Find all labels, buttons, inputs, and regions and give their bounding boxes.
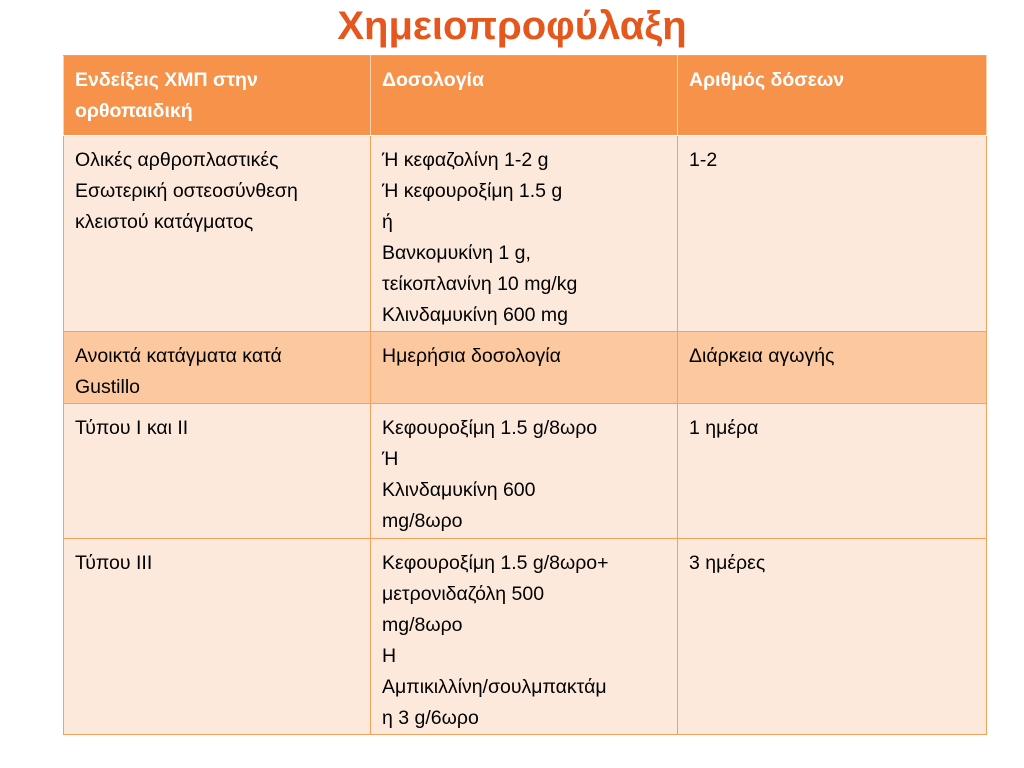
cell-line: Ή — [382, 448, 399, 470]
cell-line: Ενδείξεις ΧΜΠ στην — [75, 69, 258, 91]
cell-line: Τύπου Ι και ΙΙ — [75, 417, 189, 439]
header-indications — [64, 56, 371, 136]
cell-line: Κλινδαμυκίνη 600 mg — [382, 304, 569, 326]
cell-line: Ανοικτά κατάγματα κατά — [75, 345, 282, 367]
cell-indication — [64, 136, 371, 332]
cell-line: Ημερήσια δοσολογία — [382, 345, 561, 367]
cell-dose-count — [678, 404, 987, 539]
table-row — [64, 404, 987, 539]
cell-line: τείκοπλανίνη 10 mg/kg — [382, 273, 578, 295]
cell-dosage — [371, 332, 678, 404]
cell-line: ορθοπαιδική — [75, 100, 193, 122]
cell-line: Ολικές αρθροπλαστικές — [75, 149, 279, 171]
table-row — [64, 332, 987, 404]
cell-line: μετρονιδαζόλη 500 — [382, 583, 545, 605]
cell-line: Κλινδαμυκίνη 600 — [382, 479, 536, 501]
cell-line: 1 ημέρα — [689, 417, 759, 439]
header-dosage — [371, 56, 678, 136]
cell-line: Ή κεφαζολίνη 1-2 g — [382, 149, 549, 171]
cell-indication — [64, 539, 371, 735]
chemoprophylaxis-table — [63, 55, 987, 735]
cell-line: Αμπικιλλίνη/σουλμπακτάμ — [382, 676, 607, 698]
cell-line: Κεφουροξίμη 1.5 g/8ωρο+ — [382, 552, 609, 574]
cell-line: Gustillo — [75, 376, 141, 398]
cell-indication — [64, 404, 371, 539]
cell-dosage — [371, 404, 678, 539]
cell-line: ή — [382, 211, 393, 233]
header-dose-count — [678, 56, 987, 136]
cell-line: κλειστού κατάγματος — [75, 211, 254, 233]
cell-dosage — [371, 539, 678, 735]
cell-line: Δοσολογία — [382, 69, 484, 91]
cell-line: Τύπου ΙΙΙ — [75, 552, 153, 574]
cell-line: mg/8ωρο — [382, 510, 463, 532]
table-header-row — [64, 56, 987, 136]
table-row — [64, 539, 987, 735]
cell-line: mg/8ωρο — [382, 614, 463, 636]
cell-line: η 3 g/6ωρο — [382, 707, 479, 729]
cell-line: Η — [382, 645, 397, 667]
cell-line: Βανκομυκίνη 1 g, — [382, 242, 531, 264]
slide-title: Χημειοπροφύλαξη — [337, 4, 687, 48]
cell-line: Κεφουροξίμη 1.5 g/8ωρο — [382, 417, 598, 439]
cell-dose-count — [678, 539, 987, 735]
cell-line: Εσωτερική οστεοσύνθεση — [75, 180, 298, 202]
cell-line: Ή κεφουροξίμη 1.5 g — [382, 180, 563, 202]
table-row — [64, 136, 987, 332]
cell-line: 1-2 — [689, 149, 718, 171]
cell-line: Διάρκεια αγωγής — [689, 345, 835, 367]
cell-dose-count — [678, 332, 987, 404]
cell-indication — [64, 332, 371, 404]
cell-dose-count — [678, 136, 987, 332]
cell-dosage — [371, 136, 678, 332]
cell-line: 3 ημέρες — [689, 552, 766, 574]
cell-line: Αριθμός δόσεων — [689, 69, 845, 91]
